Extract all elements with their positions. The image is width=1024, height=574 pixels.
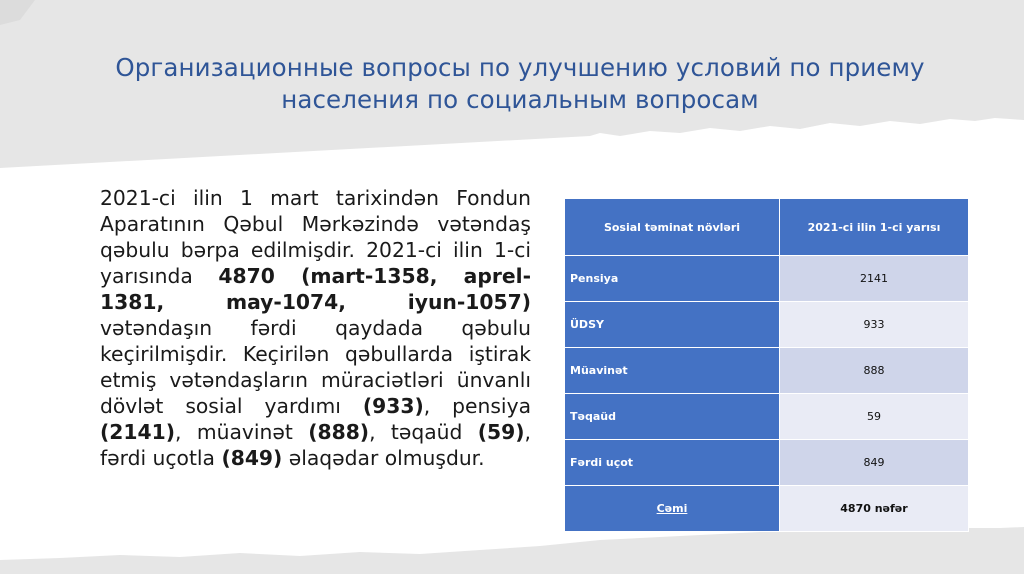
slide-title: Организационные вопросы по улучшению условий по приему населения по социальным вопросам — [115, 53, 925, 114]
row-value: 888 — [780, 348, 969, 394]
row-value: 849 — [780, 440, 969, 486]
table-total-row — [565, 486, 969, 532]
table-row — [565, 348, 969, 394]
table-row — [565, 256, 969, 302]
row-label: Təqaüd — [565, 394, 780, 440]
row-label: ÜDSY — [565, 302, 780, 348]
row-label: Pensiya — [565, 256, 780, 302]
table-row — [565, 440, 969, 486]
social-security-table — [565, 199, 969, 532]
row-label: Müavinət — [565, 348, 780, 394]
table-row — [565, 394, 969, 440]
column-header-period: 2021-ci ilin 1-ci yarısı — [780, 199, 969, 256]
row-value: 2141 — [780, 256, 969, 302]
body-paragraph: 2021-ci ilin 1 mart tarixindən Fondun Aparatının Qəbul Mərkəzində vətəndaş qəbulu bərpa edilmişdir. 2021-ci ilin 1-ci yarısında 4870 (mart-1358, aprel-1381, may-1074, iyun-1057) vətəndaşın fərdi qaydada qəbulu keçirilmişdir. Keçirilən qəbullarda iştirak etmiş vətəndaşların müraciətləri ünvanlı dövlət sosial yardımı (933), pensiya (2141), müavinət (888), təqaüd (59), fərdi uçotla (849) əlaqədar olmuşdur. — [100, 186, 532, 470]
total-label: Cəmi — [565, 486, 780, 532]
column-header-type: Sosial təminat növləri — [565, 199, 780, 256]
row-label: Fərdi uçot — [565, 440, 780, 486]
total-value: 4870 nəfər — [780, 486, 969, 532]
row-value: 933 — [780, 302, 969, 348]
table-header-row — [565, 199, 969, 256]
table-row — [565, 302, 969, 348]
row-value: 59 — [780, 394, 969, 440]
